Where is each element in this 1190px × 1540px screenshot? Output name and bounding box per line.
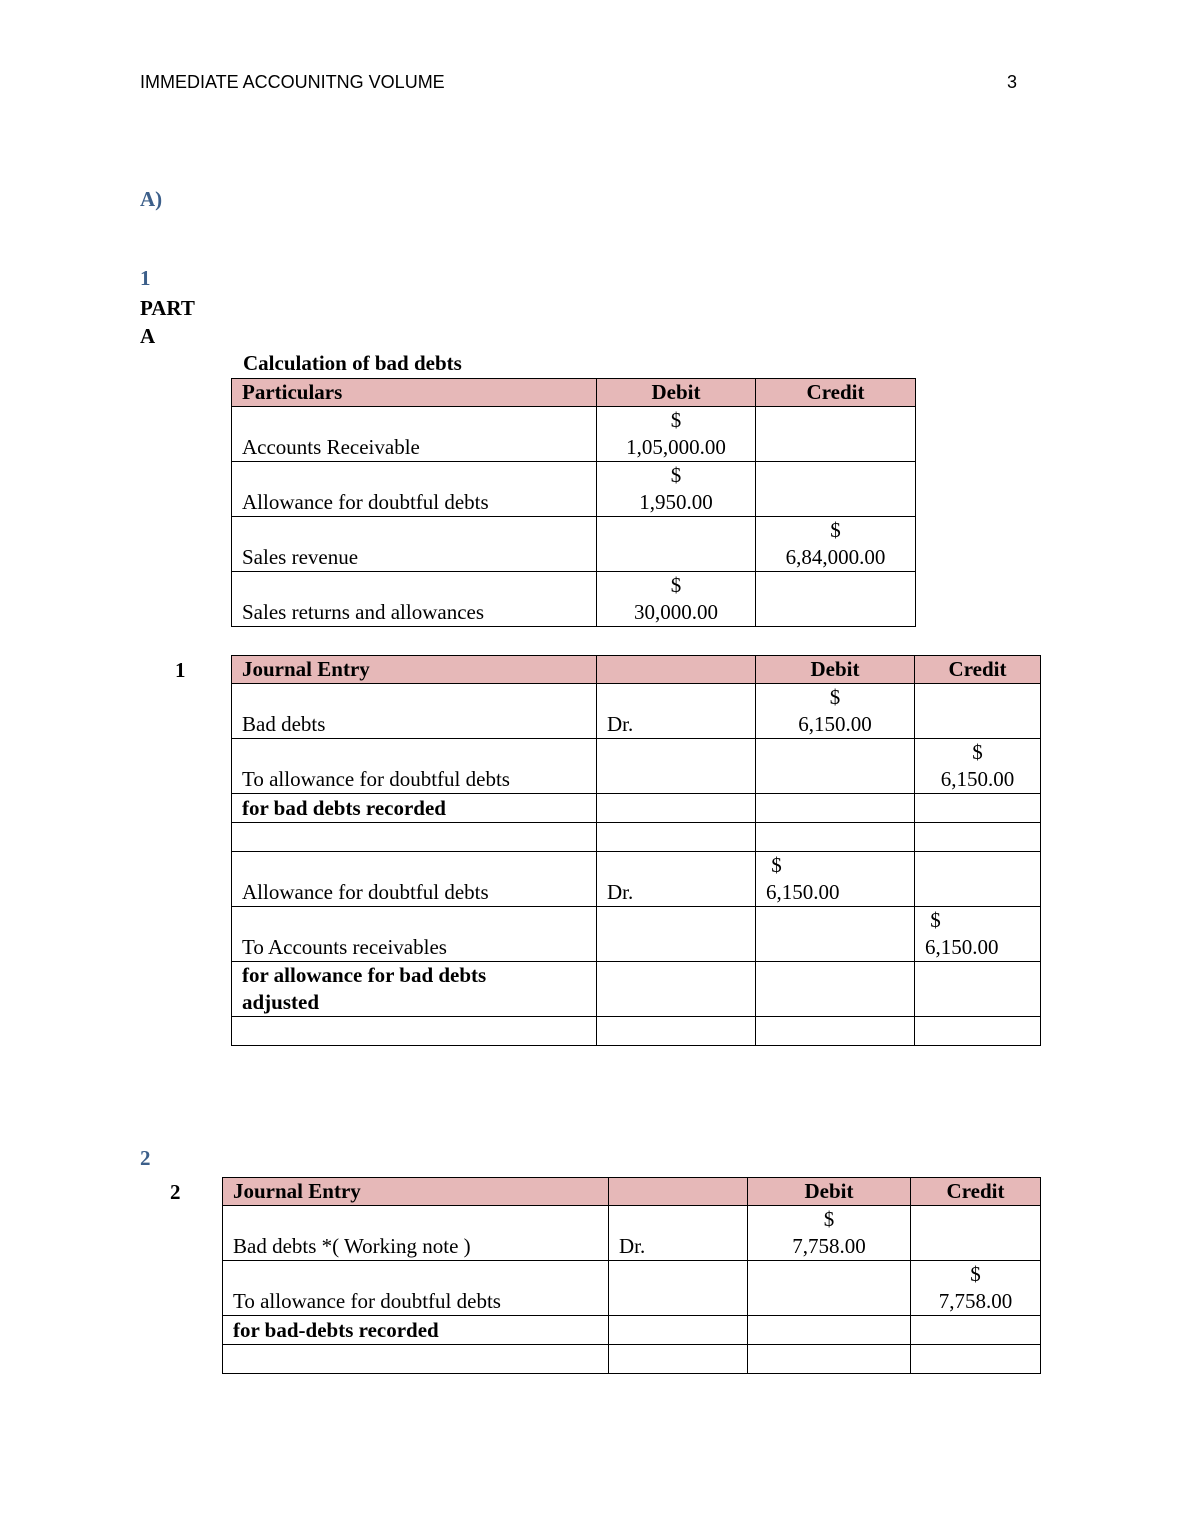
dr-cell: Dr. [609,1206,748,1261]
debit-cell [748,1206,911,1261]
debit-cell [597,572,756,627]
empty-cell [756,794,915,823]
debit-cell [597,462,756,517]
credit-cell [915,852,1041,907]
narration-cell: for bad-debts recorded [223,1316,609,1345]
table-row [223,1206,1041,1261]
header-debit: Debit [597,379,756,407]
currency-symbol: $ [830,518,841,542]
debit-cell [756,684,915,739]
journal-entry-table-1 [231,655,1041,1046]
currency-symbol: $ [925,908,941,932]
credit-cell [915,739,1041,794]
currency-symbol: $ [972,740,983,764]
debit-cell [597,517,756,572]
header-credit: Credit [756,379,916,407]
credit-cell [756,462,916,517]
empty-cell [756,1017,915,1046]
section-a-heading: A) [140,187,163,211]
calc-bad-debts-table [231,378,916,627]
part-label-line1: PART [140,296,195,320]
amount: 6,150.00 [925,935,999,959]
empty-cell [915,1017,1041,1046]
table-row [232,794,1041,823]
header-particulars: Particulars [232,379,597,407]
currency-symbol: $ [970,1262,981,1286]
empty-cell [597,794,756,823]
journal-1-number: 1 [175,658,186,682]
narration-line2: adjusted [242,990,320,1014]
particular-cell: Accounts Receivable [232,407,597,462]
credit-cell [915,684,1041,739]
empty-cell [748,1316,911,1345]
dr-cell [609,1261,748,1316]
amount: 6,150.00 [766,880,840,904]
particular-cell: Sales returns and allowances [232,572,597,627]
entry-cell: To Accounts receivables [232,907,597,962]
debit-cell [756,852,915,907]
amount: 30,000.00 [634,600,718,624]
currency-symbol: $ [670,408,682,432]
entry-cell: Bad debts *( Working note ) [223,1206,609,1261]
table-row [232,907,1041,962]
empty-cell [911,1316,1041,1345]
header-journal-entry: Journal Entry [223,1178,609,1206]
table-row [232,462,916,517]
amount: 7,758.00 [938,1289,1013,1313]
item-1-heading: 1 [140,266,151,290]
currency-symbol: $ [823,1207,835,1231]
debit-cell [756,907,915,962]
empty-cell [911,1345,1041,1374]
table-row [223,1261,1041,1316]
table-row [232,739,1041,794]
empty-cell [915,962,1041,1017]
currency-symbol: $ [670,573,682,597]
amount: 6,150.00 [940,767,1015,791]
debit-cell [756,739,915,794]
empty-cell [597,823,756,852]
part-a-label [140,294,210,350]
table-header-row [232,379,916,407]
credit-cell [756,407,916,462]
dr-cell: Dr. [597,684,756,739]
narration-line1: for allowance for bad debts [242,963,487,987]
empty-cell [915,823,1041,852]
credit-cell [915,907,1041,962]
credit-cell [911,1261,1041,1316]
table-row [232,517,916,572]
empty-cell [597,1017,756,1046]
narration-cell [232,962,597,1017]
empty-cell [756,962,915,1017]
dr-cell [597,739,756,794]
entry-cell: Bad debts [232,684,597,739]
entry-cell: To allowance for doubtful debts [232,739,597,794]
header-debit: Debit [756,656,915,684]
journal-2-number: 2 [170,1180,181,1204]
running-header-title: IMMEDIATE ACCOUNITNG VOLUME [140,72,445,92]
header-journal-entry: Journal Entry [232,656,597,684]
amount: 7,758.00 [792,1234,866,1258]
part-label-line2: A [140,324,156,348]
empty-cell [748,1345,911,1374]
header-blank [609,1178,748,1206]
table-header-row [223,1178,1041,1206]
currency-symbol: $ [670,463,682,487]
amount: 1,05,000.00 [626,435,726,459]
table-row [223,1316,1041,1345]
empty-cell [609,1316,748,1345]
dr-cell: Dr. [597,852,756,907]
header-blank [597,656,756,684]
item-2-heading: 2 [140,1146,151,1170]
particular-cell: Sales revenue [232,517,597,572]
dr-cell [597,907,756,962]
table-row [232,852,1041,907]
table-header-row [232,656,1041,684]
empty-cell [597,962,756,1017]
table-row [223,1345,1041,1374]
header-credit: Credit [915,656,1041,684]
particular-cell: Allowance for doubtful debts [232,462,597,517]
table-row [232,684,1041,739]
currency-symbol: $ [766,853,782,877]
empty-cell [232,823,597,852]
amount: 6,84,000.00 [785,545,886,569]
amount: 6,150.00 [798,712,872,736]
entry-cell: Allowance for doubtful debts [232,852,597,907]
empty-cell [609,1345,748,1374]
amount: 1,950.00 [639,490,713,514]
entry-cell: To allowance for doubtful debts [223,1261,609,1316]
journal-entry-table-2 [222,1177,1041,1374]
credit-cell [756,517,916,572]
table-row [232,962,1041,1017]
table-row [232,823,1041,852]
header-credit: Credit [911,1178,1041,1206]
empty-cell [756,823,915,852]
empty-cell [232,1017,597,1046]
credit-cell [911,1206,1041,1261]
debit-cell [748,1261,911,1316]
empty-cell [223,1345,609,1374]
credit-cell [756,572,916,627]
header-debit: Debit [748,1178,911,1206]
table-row [232,407,916,462]
currency-symbol: $ [829,685,841,709]
table-row [232,1017,1041,1046]
debit-cell [597,407,756,462]
table-row [232,572,916,627]
narration-cell: for bad debts recorded [232,794,597,823]
calc-table-caption: Calculation of bad debts [243,351,462,375]
empty-cell [915,794,1041,823]
page-number: 3 [1007,72,1018,92]
